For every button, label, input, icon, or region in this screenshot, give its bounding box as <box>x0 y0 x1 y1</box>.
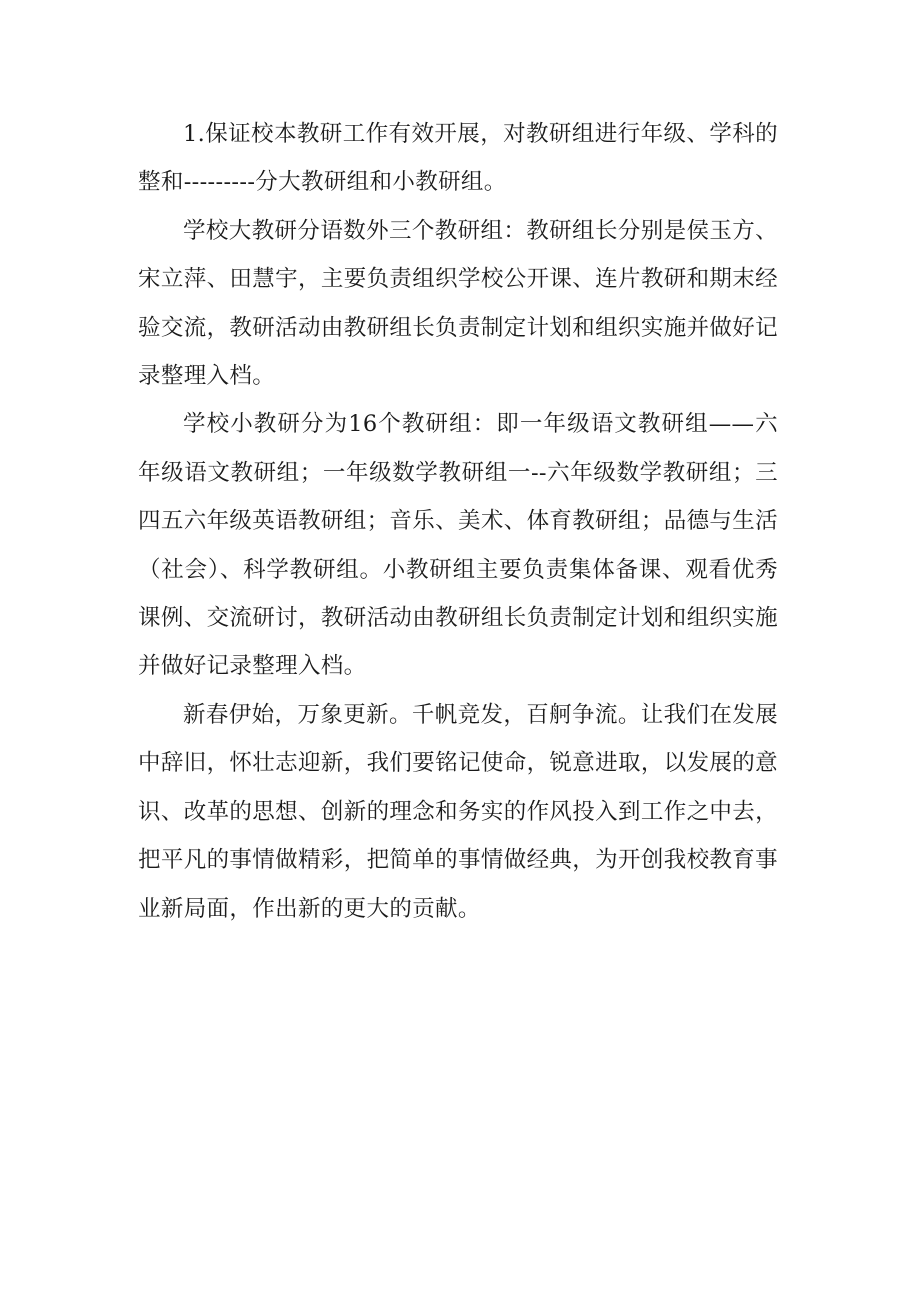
paragraph-teaching-research-integration: 1.保证校本教研工作有效开展，对教研组进行年级、学科的整和---------分大教研组和小教研组。 <box>138 121 778 196</box>
document-body <box>138 110 778 933</box>
paragraph-small-research-groups: 学校小教研分为16个教研组：即一年级语文教研组——六年级语文教研组；一年级数学教研组一--六年级数学教研组；三四五六年级英语教研组；音乐、美术、体育教研组；品德与生活（社会）、科学教研组。小教研组主要负责集体备课、观看优秀课例、交流研讨，教研活动由教研组长负责制定计划和组织实施并做好记录整理入档。 <box>138 411 778 680</box>
paragraph-closing-remarks: 新春伊始，万象更新。千帆竞发，百舸争流。让我们在发展中辞旧，怀壮志迎新，我们要铭记使命，锐意进取，以发展的意识、改革的思想、创新的理念和务实的作风投入到工作之中去，把平凡的事情做精彩，把简单的事情做经典，为开创我校教育事业新局面，作出新的更大的贡献。 <box>138 701 778 922</box>
paragraph-large-research-groups: 学校大教研分语数外三个教研组：教研组长分别是侯玉方、宋立萍、田慧宇，主要负责组织学校公开课、连片教研和期末经验交流，教研活动由教研组长负责制定计划和组织实施并做好记录整理入档。 <box>138 217 778 390</box>
